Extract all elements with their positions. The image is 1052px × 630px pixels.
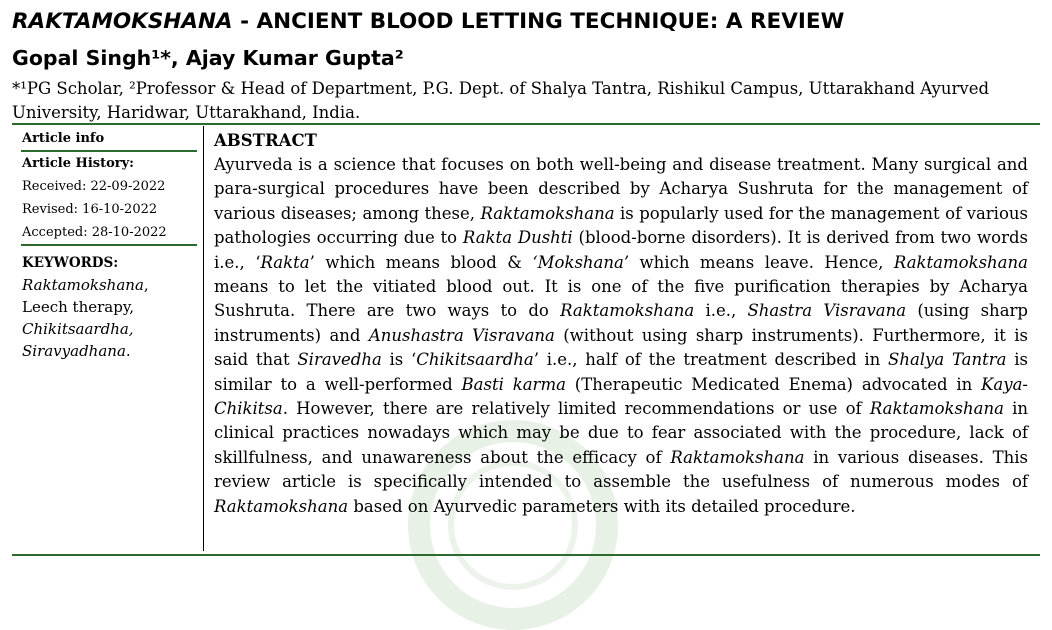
abstract-text-run: in various diseases. This review article is specifically intended to assemble the usefulness of numerous modes of: [214, 447, 1028, 492]
abstract-italic-term: Chikitsaardha: [416, 350, 534, 370]
abstract-italic-term: Raktamokshana: [214, 496, 349, 516]
keyword-4-text: Siravyadhana: [22, 342, 126, 360]
affiliation: *¹PG Scholar, ²Professor & Head of Department, P.G. Dept. of Shalya Tantra, Rishikul Campus, Uttarakhand Ayurved University, Haridwar, Uttarakhand, India.: [12, 79, 990, 122]
received-date: Received: 22-09-2022: [22, 179, 166, 194]
abstract-italic-term: Rakta: [260, 252, 310, 272]
keyword-2: Leech therapy,: [22, 298, 135, 316]
abstract-italic-term: Raktamokshana: [893, 252, 1028, 272]
abstract-text-run: . However, there are relatively limited recommendations or use of: [282, 399, 870, 419]
abstract-italic-term: Anushastra Visravana: [368, 325, 555, 345]
accepted-date: Accepted: 28-10-2022: [22, 225, 167, 240]
abstract-section: [214, 129, 1028, 519]
abstract-italic-term: Basti karma: [461, 374, 566, 394]
abstract-text-run: means to let the vitiated blood out. It is one of the five purification therapies by Acharya Sushruta. There are two ways to do: [214, 277, 1028, 321]
keywords-heading: KEYWORDS:: [22, 255, 119, 271]
abstract-italic-term: Raktamokshana: [560, 301, 695, 321]
abstract-text-run: (blood-borne disorders). It is derived from two words i.e., ‘: [214, 228, 1028, 272]
abstract-text-run: is similar to a well-performed: [214, 350, 1028, 394]
abstract-italic-term: Shastra Visravana: [747, 301, 907, 321]
abstract-text-run: ’ which means blood &: [309, 252, 533, 272]
abstract-italic-term: Kaya-Chikitsa: [214, 374, 1028, 419]
keyword-3: [21, 318, 197, 340]
abstract-text-run: (Therapeutic Medicated Enema) advocated in: [565, 374, 982, 394]
abstract-heading: ABSTRACT: [214, 131, 317, 150]
abstract-text-run: ’ i.e., half of the treatment described in: [533, 350, 889, 370]
keyword-1-sep: ,: [143, 276, 149, 294]
article-history-label: Article History:: [22, 156, 134, 171]
authors: Gopal Singh¹*, Ajay Kumar Gupta²: [12, 46, 404, 70]
title-italic-part: RAKTAMOKSHANA: [12, 9, 233, 34]
keyword-1-text: Raktamokshana: [22, 276, 144, 294]
article-info-heading: Article info: [22, 131, 105, 146]
abstract-italic-term: Raktamokshana: [670, 447, 805, 467]
title-rest: - ANCIENT BLOOD LETTING TECHNIQUE: A REVIEW: [232, 9, 845, 34]
abstract-italic-term: Raktamokshana: [480, 203, 615, 223]
abstract-text-run: in clinical practices nowadays which may be due to fear associated with the procedure, lack of skillfulness, and unawareness about the efficacy of: [214, 399, 1028, 467]
abstract-italic-term: Shalya Tantra: [888, 350, 1007, 370]
keyword-1: [21, 274, 197, 296]
keywords-rule: [21, 244, 197, 246]
keyword-4-end: .: [125, 342, 131, 360]
abstract-text-run: which means leave. Hence,: [629, 252, 894, 272]
abstract-italic-term: Siravedha: [297, 350, 382, 370]
article-info-sidebar: [21, 128, 197, 362]
revised-date: Revised: 16-10-2022: [22, 202, 158, 217]
keyword-4: [21, 340, 197, 362]
bottom-divider: [12, 554, 1040, 556]
abstract-text-run: based on Ayurvedic parameters with its detailed procedure.: [348, 496, 856, 516]
keyword-3-text: Chikitsaardha,: [22, 320, 134, 338]
abstract-body: [214, 153, 1028, 519]
top-divider: [12, 123, 1040, 125]
abstract-text-run: (without using sharp instruments). Furthermore, it is said that: [214, 325, 1029, 370]
abstract-text-run: is popularly used for the management of various pathologies occurring due to: [214, 203, 1028, 248]
abstract-italic-term: ‘Mokshana’: [532, 252, 630, 272]
abstract-italic-term: Raktamokshana: [869, 399, 1004, 419]
abstract-text-run: Ayurveda is a science that focuses on both well-being and disease treatment. Many surgical and para-surgical procedures have been described by Acharya Sushruta for the management of various diseases; among these,: [214, 155, 1028, 223]
abstract-text-run: is ‘: [381, 350, 417, 370]
abstract-italic-term: Rakta Dushti: [462, 228, 573, 248]
column-divider: [203, 126, 204, 551]
article-title: [12, 9, 844, 34]
abstract-text-run: (using sharp instruments) and: [214, 301, 1028, 345]
abstract-text-run: i.e.,: [694, 301, 748, 321]
